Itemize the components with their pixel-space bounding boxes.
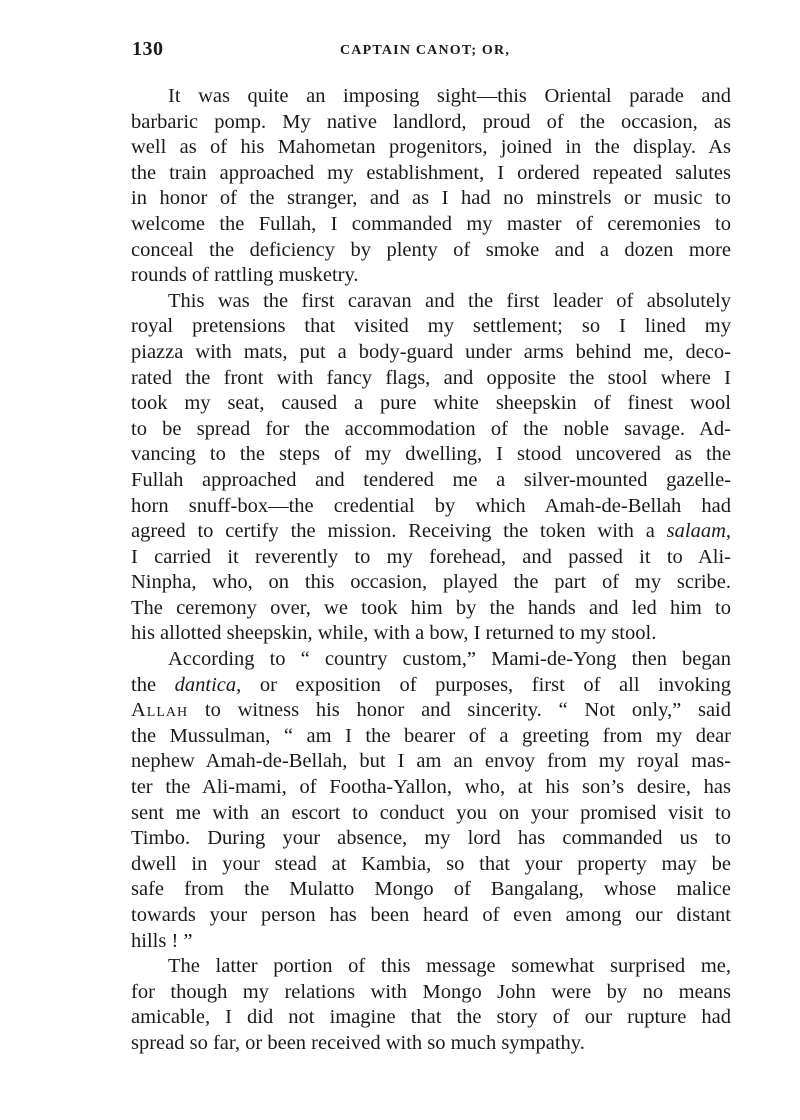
- text-line: dwell in your stead at Kambia, so that your property may be: [131, 852, 731, 875]
- text-line: rounds of rattling musketry.: [131, 264, 359, 287]
- paragraph-2: [131, 289, 731, 647]
- text-line: took my seat, caused a pure white sheepskin of finest wool: [131, 392, 731, 415]
- text-line: I carried it reverently to my forehead, and passed it to Ali-: [131, 545, 731, 568]
- text-line: horn snuff-box—the credential by which Amah-de-Bellah had: [131, 494, 731, 517]
- text-line: spread so far, or been received with so much sympathy.: [131, 1031, 585, 1054]
- text-line: well as of his Mahometan progenitors, joined in the display. As: [131, 136, 731, 159]
- text-line: barbaric pomp. My native landlord, proud of the occasion, as: [131, 110, 731, 133]
- text-line: sent me with an escort to conduct you on your promised visit to: [131, 801, 731, 824]
- paragraph-3: [131, 647, 731, 954]
- smallcaps-word: Allah: [131, 699, 189, 722]
- text-line: [131, 673, 731, 699]
- text-line: [131, 698, 731, 724]
- text-line: his allotted sheepskin, while, with a bow, I returned to my stool.: [131, 622, 657, 645]
- text-line: the Mussulman, “ am I the bearer of a greeting from my dear: [131, 724, 731, 747]
- paragraph-4: [131, 954, 731, 1056]
- page-number: 130: [132, 38, 164, 60]
- text-line: The latter portion of this message somewhat surprised me,: [168, 955, 731, 978]
- text-segment: agreed to certify the mission. Receiving the token with a: [131, 520, 667, 543]
- text-line: the train approached my establishment, I ordered repeated salutes: [131, 161, 731, 184]
- text-line: for though my relations with Mongo John were by no means: [131, 980, 731, 1003]
- text-line: Fullah approached and tendered me a silver-mounted gazelle-: [131, 468, 731, 491]
- text-line: This was the first caravan and the first leader of absolutely: [168, 289, 731, 312]
- text-line: nephew Amah-de-Bellah, but I am an envoy from my royal mas-: [131, 750, 731, 773]
- text-line: to be spread for the accommodation of the noble savage. Ad-: [131, 417, 731, 440]
- text-line: According to “ country custom,” Mami-de-Yong then began: [168, 648, 731, 671]
- text-segment: to witness his honor and sincerity. “ Not only,” said: [204, 699, 731, 722]
- text-line: hills ! ”: [131, 929, 193, 952]
- paragraph-1: [131, 84, 731, 289]
- running-head: CAPTAIN CANOT; OR,: [340, 43, 511, 58]
- body-text: [131, 84, 731, 1057]
- text-line: The ceremony over, we took him by the hands and led him to: [131, 596, 731, 619]
- text-line: towards your person has been heard of even among our distant: [131, 904, 731, 926]
- text-line: Timbo. During your absence, my lord has commanded us to: [131, 827, 731, 850]
- text-line: amicable, I did not imagine that the story of our rupture had: [131, 1006, 731, 1029]
- text-line: [131, 519, 731, 545]
- text-line: Ninpha, who, on this occasion, played the part of my scribe.: [131, 571, 731, 594]
- text-line: vancing to the steps of my dwelling, I stood uncovered as the: [131, 443, 731, 466]
- text-line: piazza with mats, put a body-guard under arms behind me, deco-: [131, 340, 731, 363]
- text-line: welcome the Fullah, I commanded my master of ceremonies to: [131, 212, 731, 235]
- text-line: conceal the deficiency by plenty of smoke and a dozen more: [131, 238, 731, 261]
- text-line: ter the Ali-mami, of Footha-Yallon, who, at his son’s desire, has: [131, 776, 731, 799]
- text-line: in honor of the stranger, and as I had no minstrels or music to: [131, 187, 731, 210]
- text-line: safe from the Mulatto Mongo of Bangalang, whose malice: [131, 878, 731, 901]
- text-segment: the: [131, 673, 175, 696]
- italic-word: salaam,: [666, 520, 731, 543]
- text-segment: , or exposition of purposes, first of all invoking: [236, 673, 731, 696]
- text-line: It was quite an imposing sight—this Oriental parade and: [168, 85, 731, 107]
- text-line: royal pretensions that visited my settlement; so I lined my: [131, 315, 731, 338]
- italic-word: dantica: [174, 673, 237, 696]
- text-line: rated the front with fancy flags, and opposite the stool where I: [131, 366, 731, 389]
